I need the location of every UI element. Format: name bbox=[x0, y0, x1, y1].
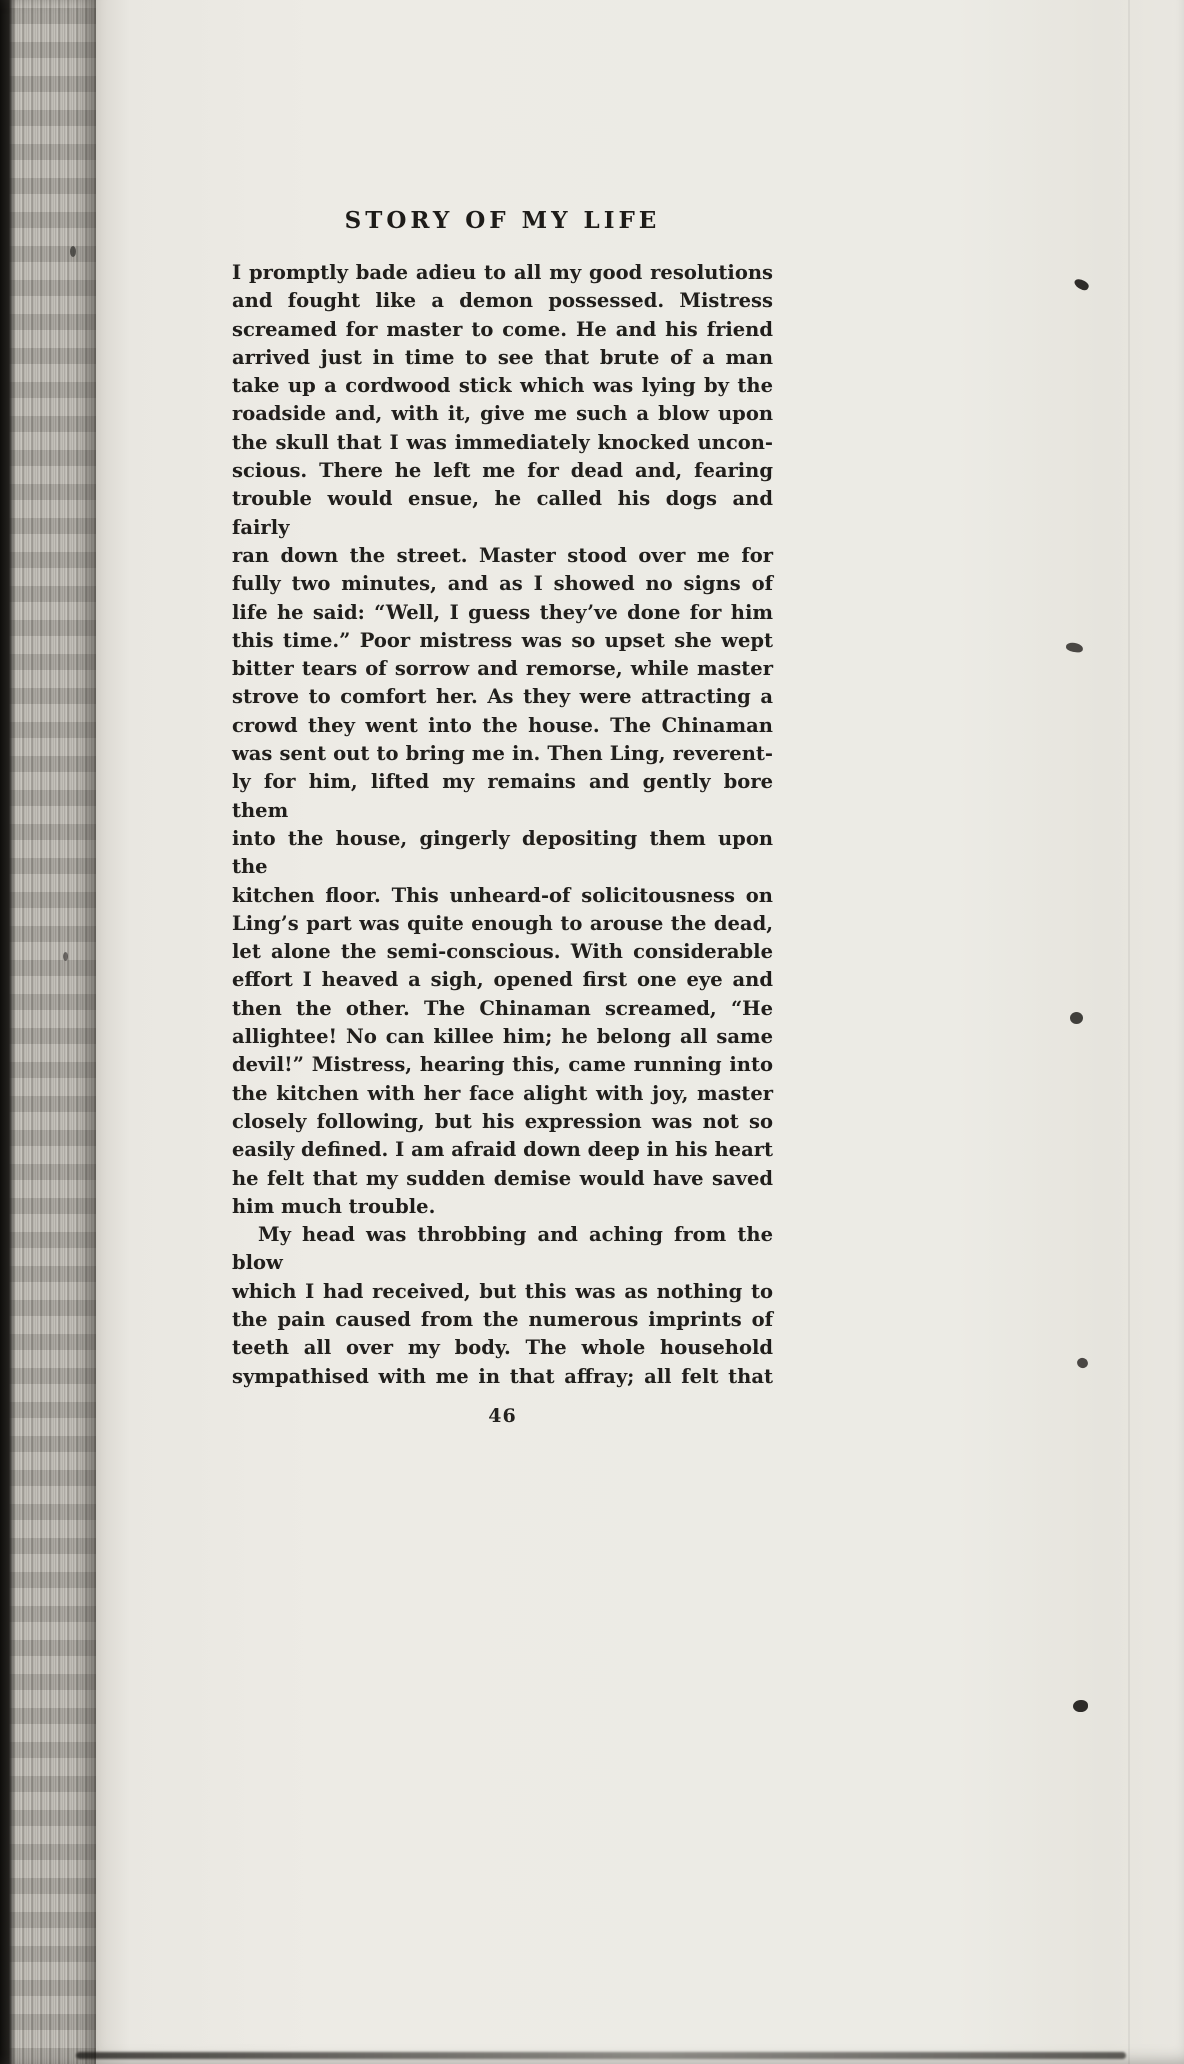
text-line: easily defined. I am afraid down deep in his heart bbox=[232, 1138, 773, 1162]
text-line: which I had received, but this was as nothing to bbox=[232, 1279, 773, 1303]
text-line: the skull that I was immediately knocked uncon- bbox=[232, 430, 773, 454]
text-line: ly for him, lifted my remains and gently bore them bbox=[232, 770, 773, 822]
text-line: take up a cordwood stick which was lying by the bbox=[232, 374, 773, 398]
text-line: My head was throbbing and aching from the blow bbox=[232, 1223, 773, 1275]
text-line: then the other. The Chinaman screamed, “He bbox=[232, 996, 773, 1020]
text-line: devil!” Mistress, hearing this, came running into bbox=[232, 1053, 773, 1077]
page-title: STORY OF MY LIFE bbox=[344, 207, 661, 234]
ink-speck bbox=[70, 246, 76, 257]
text-line: bitter tears of sorrow and remorse, while master bbox=[232, 657, 773, 681]
ink-speck bbox=[1070, 1012, 1083, 1024]
text-line: the pain caused from the numerous imprints of bbox=[232, 1307, 773, 1331]
text-line: screamed for master to come. He and his friend bbox=[232, 317, 773, 341]
ink-speck bbox=[63, 952, 68, 961]
text-line: was sent out to bring me in. Then Ling, reverent- bbox=[232, 742, 773, 766]
book-page-edges bbox=[0, 0, 96, 2064]
text-line: roadside and, with it, give me such a blow upon bbox=[232, 402, 773, 426]
text-line: let alone the semi-conscious. With considerable bbox=[232, 940, 773, 964]
paragraph bbox=[232, 259, 773, 1221]
page-number: 46 bbox=[488, 1404, 517, 1427]
page-bottom-shadow bbox=[76, 2052, 1126, 2059]
text-line: crowd they went into the house. The Chinaman bbox=[232, 713, 773, 737]
ink-speck bbox=[1073, 1700, 1088, 1712]
text-line: life he said: “Well, I guess they’ve done for him bbox=[232, 600, 773, 624]
paragraph bbox=[232, 1221, 773, 1391]
text-line: Ling’s part was quite enough to arouse the dead, bbox=[232, 911, 773, 935]
text-line: scious. There he left me for dead and, fearing bbox=[232, 459, 773, 483]
text-line: him much trouble. bbox=[232, 1194, 436, 1218]
text-line: into the house, gingerly depositing them upon the bbox=[232, 826, 773, 879]
text-line: effort I heaved a sigh, opened first one eye and bbox=[232, 968, 773, 992]
text-line: and fought like a demon possessed. Mistress bbox=[232, 289, 773, 313]
text-line: ran down the street. Master stood over me for bbox=[232, 543, 773, 567]
text-block bbox=[232, 207, 773, 1427]
page-edge-line bbox=[1128, 0, 1130, 2064]
text-line: arrived just in time to see that brute of a man bbox=[232, 345, 773, 369]
text-line: sympathised with me in that affray; all felt that bbox=[232, 1364, 773, 1388]
text-line: closely following, but his expression was not so bbox=[232, 1109, 773, 1133]
text-line: allightee! No can killee him; he belong all same bbox=[232, 1025, 773, 1049]
text-line: the kitchen with her face alight with joy, master bbox=[232, 1081, 773, 1105]
text-line: fully two minutes, and as I showed no signs of bbox=[232, 572, 773, 596]
text-line: teeth all over my body. The whole household bbox=[232, 1336, 773, 1360]
text-line: this time.” Poor mistress was so upset she wept bbox=[232, 628, 773, 652]
text-line: kitchen floor. This unheard-of solicitousness on bbox=[232, 883, 773, 907]
text-line: I promptly bade adieu to all my good resolutions bbox=[232, 261, 773, 284]
text-line: he felt that my sudden demise would have saved bbox=[232, 1166, 773, 1190]
text-line: strove to comfort her. As they were attracting a bbox=[232, 685, 773, 709]
body-text bbox=[232, 259, 773, 1391]
text-line: trouble would ensue, he called his dogs and fairly bbox=[232, 487, 773, 539]
